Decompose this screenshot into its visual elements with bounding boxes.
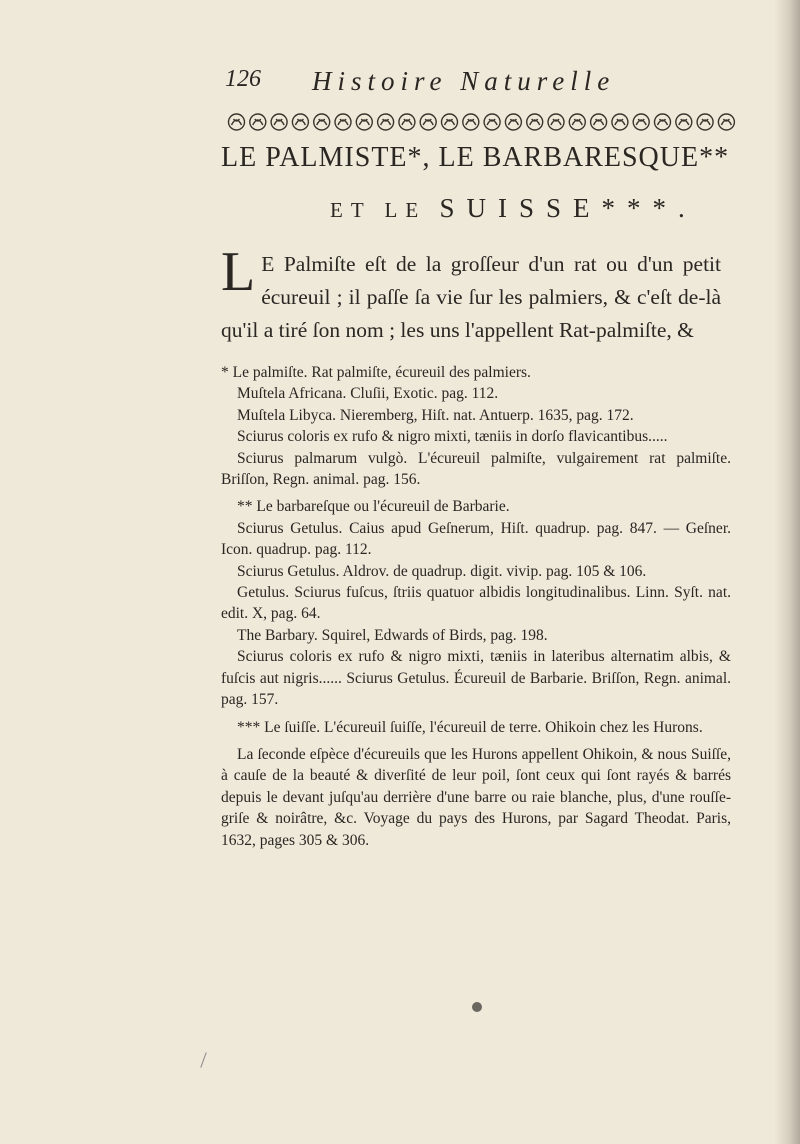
ornament-motif <box>378 114 394 130</box>
ornament-motif <box>612 114 628 130</box>
ornament-motif <box>697 114 713 130</box>
footnote-line: Sciurus coloris ex rufo & nigro mixti, tæniis in lateribus alternatim albis, & fuſcis aut nigris...... Sciurus Getulus. Écureuil de Barbarie. Briſſon, Regn. animal. pag. 157. <box>221 648 731 709</box>
page-header <box>225 66 695 100</box>
ornament-scroll <box>508 119 518 125</box>
ornament-scroll <box>232 119 242 125</box>
footnote-line: The Barbary. Squirel, Edwards of Birds, pag. 198. <box>237 626 548 644</box>
ornament-motif <box>633 114 649 130</box>
ornament-motif <box>271 114 287 130</box>
ornament-motif <box>356 114 372 130</box>
ornament-scroll <box>551 119 561 125</box>
ornament-motif <box>718 114 734 130</box>
ornament-motif <box>655 114 671 130</box>
ornament-scroll <box>615 119 625 125</box>
footnote-line: * Le palmiſte. Rat palmiſte, écureuil des palmiers. <box>221 364 531 381</box>
ornament-scroll <box>594 119 604 125</box>
footnote-line: Muſtela Africana. Cluſii, Exotic. pag. 112. <box>237 385 499 403</box>
footnotes <box>221 362 731 851</box>
ornament-motif <box>676 114 692 130</box>
ornament-scroll <box>700 119 710 125</box>
footnote-line: Sciurus Getulus. Caius apud Geſnerum, Hiſt. quadrup. pag. 847. — Geſner. Icon. quadrup. pag. 112. <box>221 519 731 559</box>
ornament-scroll <box>338 119 348 125</box>
ornament-motif <box>569 114 585 130</box>
ornament-scroll <box>317 119 327 125</box>
footnote-line: Sciurus Getulus. Aldrov. de quadrup. digit. vivip. pag. 105 & 106. <box>237 562 647 580</box>
ornament-scroll <box>423 119 433 125</box>
ornament-scroll <box>274 119 284 125</box>
intro-paragraph <box>221 241 721 347</box>
ornament-scroll <box>381 119 391 125</box>
subtitle-main: SUISSE***. <box>439 193 697 223</box>
footnote-line: Sciurus palmarum vulgò. L'écureuil palmiſte, vulgairement rat palmiſte. Briſſon, Regn. animal. pag. 156. <box>221 449 731 489</box>
ornament-motif <box>463 114 479 130</box>
ornament-scroll <box>636 119 646 125</box>
footnote-line: La ſeconde eſpèce d'écureuils que les Hurons appellent Ohikoin, & nous Suiſſe, à cauſe de la beauté & diverſité de leur poil, ſont ceux qui ſont rayés & barrés depuis le devant juſqu'au derrière d'une barre ou raie blanche, plus, d'une rouſſe-griſe & noirâtre, &c. Voyage du pays des Hurons, par Sagard Theodat. Paris, 1632, pages 305 & 306. <box>221 745 731 849</box>
page-number: 126 <box>225 66 261 92</box>
ornament-motif <box>548 114 564 130</box>
ornament-band <box>226 111 738 133</box>
footnote-line: Muſtela Libyca. Nieremberg, Hiſt. nat. Antuerp. 1635, pag. 172. <box>237 406 634 424</box>
ornament-motif <box>484 114 500 130</box>
ornament-motif <box>292 114 308 130</box>
footnote-line: Getulus. Sciurus fuſcus, ſtriis quatuor albidis longitudinalibus. Linn. Syſt. nat. edit. X, pag. 64. <box>221 584 731 623</box>
ornament-motif <box>420 114 436 130</box>
running-title: Histoire Naturelle <box>312 66 616 96</box>
ornament-motif <box>335 114 351 130</box>
drop-cap: L <box>221 241 256 303</box>
page-mark <box>200 1052 206 1067</box>
ornament-scroll <box>295 119 305 125</box>
ornament-motif <box>591 114 607 130</box>
ornament-scroll <box>466 119 476 125</box>
ornament-motif <box>229 114 245 130</box>
ornament-scroll <box>530 119 540 125</box>
ornament-motif <box>505 114 521 130</box>
ornament-scroll <box>572 119 582 125</box>
chapter-subtitle <box>330 193 697 224</box>
ornament-motif <box>442 114 458 130</box>
ink-spot <box>472 1002 482 1012</box>
ornament-motif <box>250 114 266 130</box>
page-edge-shadow <box>774 0 800 1144</box>
chapter-title: LE PALMISTE*, LE BARBARESQUE** <box>221 142 730 173</box>
ornament-motif <box>314 114 330 130</box>
ornament-scroll <box>487 119 497 125</box>
ornament-scroll <box>445 119 455 125</box>
ornament-scroll <box>658 119 668 125</box>
footnote-line: Sciurus coloris ex rufo & nigro mixti, tæniis in dorſo flavicantibus..... <box>237 428 668 446</box>
footnote-line: *** Le ſuiſſe. L'écureuil ſuiſſe, l'écureuil de terre. Ohikoin chez les Hurons. <box>237 718 703 736</box>
ornament-scroll <box>679 119 689 125</box>
ornament-scroll <box>402 119 412 125</box>
footnote-line: ** Le barbareſque ou l'écureuil de Barbarie. <box>237 498 510 516</box>
ornament-scroll <box>721 119 731 125</box>
ornament-scroll <box>253 119 263 125</box>
ornament-motif <box>527 114 543 130</box>
intro-text: E Palmiſte eſt de la groſſeur d'un rat ou d'un petit écureuil ; il paſſe ſa vie ſur les palmiers, & c'eſt de-là qu'il a tiré ſon nom ; les uns l'appellent Rat-palmiſte, & <box>221 252 721 342</box>
subtitle-prefix: ET LE <box>330 198 427 222</box>
ornament-scroll <box>359 119 369 125</box>
ornament-motif <box>399 114 415 130</box>
